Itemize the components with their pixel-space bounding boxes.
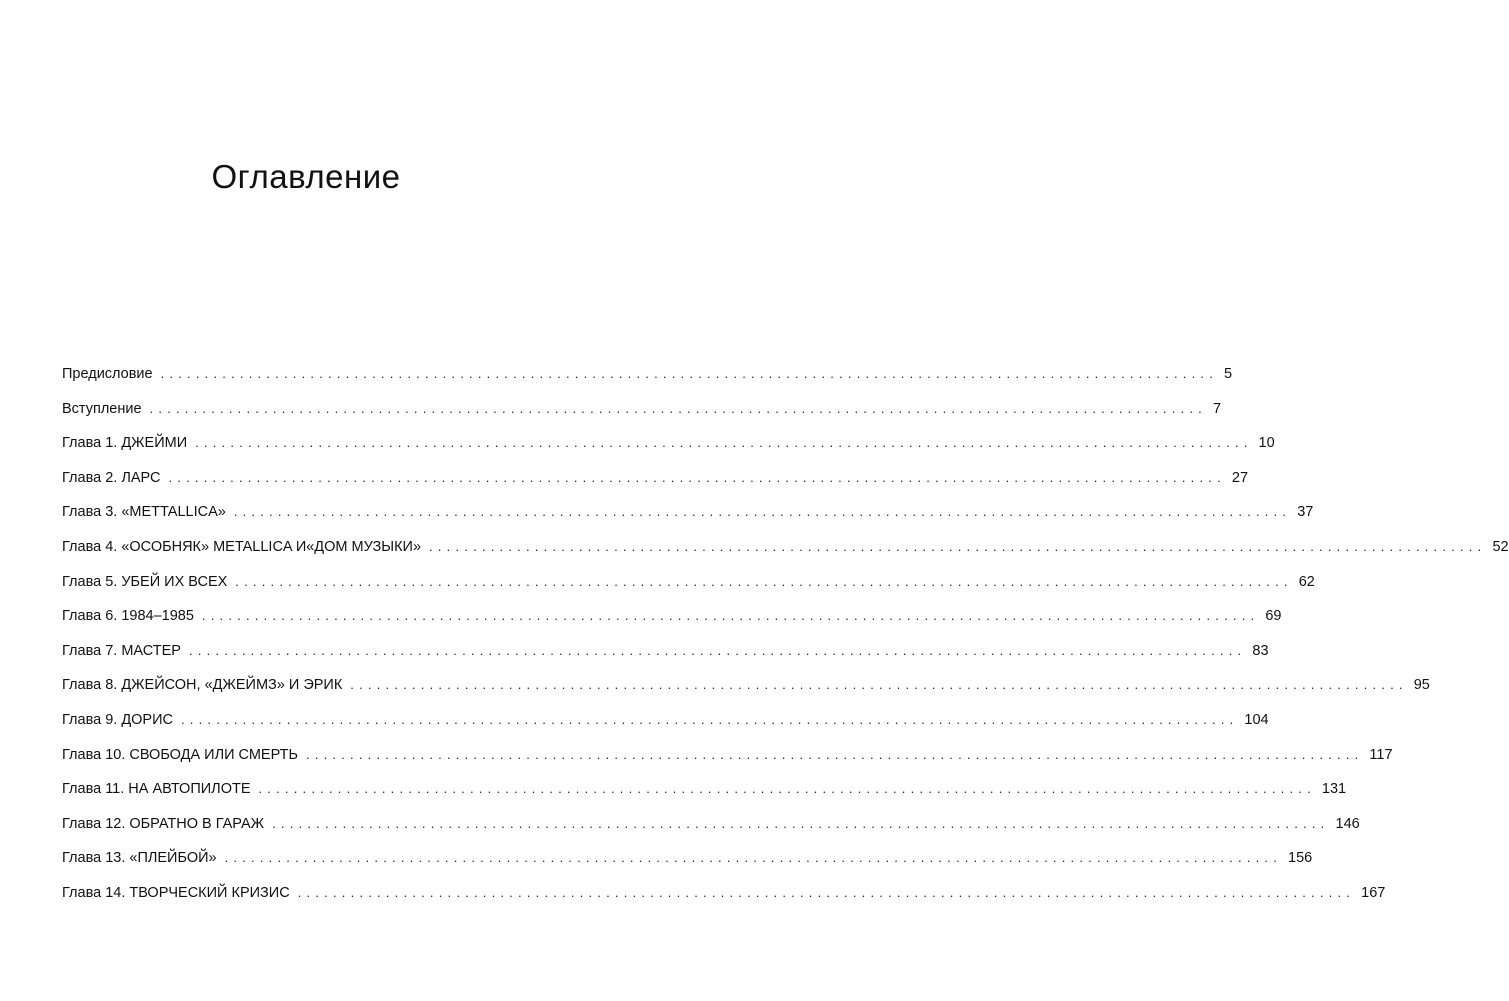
toc-dot-leader: ........................................................................................................................ xyxy=(350,677,1408,693)
toc-dot-leader: ........................................................................................................................ xyxy=(168,469,1226,485)
toc-entry[interactable] xyxy=(62,366,1233,401)
toc-page-number: 62 xyxy=(1298,573,1315,590)
toc-page-number: 5 xyxy=(1224,366,1233,382)
toc-entry-label: Глава 9. ДОРИС xyxy=(62,711,173,728)
toc-entry[interactable] xyxy=(62,711,1269,747)
toc-dot-leader: ........................................................................................................................ xyxy=(306,746,1364,762)
toc-entry[interactable] xyxy=(62,815,1360,851)
toc-dot-leader: ........................................................................................................................ xyxy=(258,781,1316,797)
toc-page-number: 167 xyxy=(1361,884,1386,901)
toc-entry-label: Глава 1. ДЖЕЙМИ xyxy=(62,435,188,452)
toc-dot-leader: ........................................................................................................................ xyxy=(233,504,1292,520)
toc-dot-leader: ........................................................................................................................ xyxy=(272,815,1330,831)
toc-dot-leader: ........................................................................................................................ xyxy=(224,850,1283,866)
page-title: Оглавление xyxy=(211,158,401,195)
toc-entry-label: Глава 6. 1984–1985 xyxy=(62,608,194,625)
toc-entry[interactable] xyxy=(62,435,1275,470)
toc-entry-label: Глава 11. НА АВТОПИЛОТЕ xyxy=(62,781,251,798)
toc-entry-label: Глава 10. СВОБОДА ИЛИ СМЕРТЬ xyxy=(62,746,298,763)
toc-page-number: 131 xyxy=(1321,781,1347,798)
toc-entry-label: Предисловие xyxy=(62,366,153,382)
toc-entry[interactable] xyxy=(62,746,1393,782)
toc-dot-leader: ........................................................................................................................ xyxy=(297,884,1356,900)
toc-dot-leader: ........................................................................................................................ xyxy=(201,608,1260,624)
toc-entry[interactable] xyxy=(62,850,1313,885)
toc-entry[interactable] xyxy=(62,573,1315,609)
toc-entry-label: Вступление xyxy=(62,400,142,417)
toc-page-number: 104 xyxy=(1244,711,1269,728)
toc-dot-leader: ........................................................................................................................ xyxy=(195,435,1253,451)
toc-entry-label: Глава 13. «ПЛЕЙБОЙ» xyxy=(62,850,217,867)
toc-entry-label: Глава 12. ОБРАТНО В ГАРАЖ xyxy=(62,815,265,832)
toc-entry-label: Глава 3. «METTALLICA» xyxy=(62,504,226,521)
toc-entry[interactable] xyxy=(62,642,1269,678)
toc-dot-leader: ........................................................................................................................ xyxy=(160,366,1219,381)
toc-page-number: 117 xyxy=(1369,746,1393,763)
toc-page-number: 95 xyxy=(1413,677,1430,694)
toc-page-number: 10 xyxy=(1258,435,1275,452)
toc-entry-label: Глава 5. УБЕЙ ИХ ВСЕХ xyxy=(62,573,228,590)
toc-dot-leader: ........................................................................................................................ xyxy=(149,400,1207,416)
toc-entry[interactable] xyxy=(62,608,1282,643)
toc-page-number: 69 xyxy=(1265,608,1282,625)
toc-entry[interactable] xyxy=(62,677,1430,712)
toc-entry-label: Глава 7. МАСТЕР xyxy=(62,642,181,659)
toc-entry[interactable] xyxy=(62,538,1509,574)
toc-dot-leader: ........................................................................................................................ xyxy=(188,642,1247,658)
toc-entry[interactable] xyxy=(62,400,1222,436)
toc-entry-label: Глава 8. ДЖЕЙСОН, «ДЖЕЙМЗ» И ЭРИК xyxy=(62,677,343,694)
toc-dot-leader: ........................................................................................................................ xyxy=(235,573,1293,589)
toc-page-number: 7 xyxy=(1212,400,1222,417)
toc-entry[interactable] xyxy=(62,781,1347,816)
toc-page-number: 146 xyxy=(1335,815,1360,832)
toc-entry-label: Глава 2. ЛАРС xyxy=(62,469,161,486)
toc-entry-label: Глава 14. ТВОРЧЕСКИЙ КРИЗИС xyxy=(62,884,290,901)
toc-page-number: 83 xyxy=(1252,642,1269,659)
table-of-contents xyxy=(62,366,1509,920)
toc-page-number: 37 xyxy=(1297,504,1314,521)
toc-entry-label: Глава 4. «ОСОБНЯК» METALLICA И«ДОМ МУЗЫКИ» xyxy=(62,538,422,555)
toc-page-number: 52 xyxy=(1492,538,1509,555)
toc-entry[interactable] xyxy=(62,469,1249,505)
toc-entry[interactable] xyxy=(62,884,1386,920)
toc-page-number: 27 xyxy=(1231,469,1249,486)
toc-dot-leader: ........................................................................................................................ xyxy=(180,711,1239,727)
toc-dot-leader: ........................................................................................................................ xyxy=(429,538,1487,554)
toc-page-number: 156 xyxy=(1288,850,1313,867)
toc-entry[interactable] xyxy=(62,504,1314,539)
